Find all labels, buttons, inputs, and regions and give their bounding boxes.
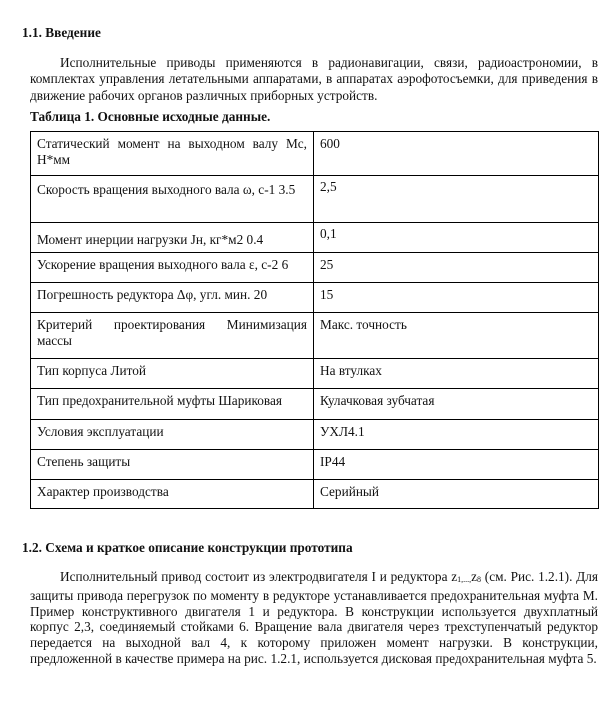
param-cell: Критерий проектирования Минимизация массы [31, 313, 314, 359]
table-row [31, 359, 599, 389]
section-heading-introduction: 1.1. Введение [22, 25, 101, 40]
prototype-paragraph [30, 569, 598, 667]
param-cell: Тип предохранительной муфты Шариковая [31, 389, 314, 420]
intro-paragraph: Исполнительные приводы применяются в радионавигации, связи, радиоастрономии, в комплектах управления летательными аппаратами, в аппаратах аэрофотосъемки, для приведения в движение рабочих органов различных приборных устройств. [30, 55, 598, 103]
table-row [31, 450, 599, 480]
param-cell: Степень защиты [31, 450, 314, 480]
param-cell: Условия эксплуатации [31, 420, 314, 450]
table-row [31, 480, 599, 509]
value-cell: IP44 [314, 450, 599, 480]
param-cell: Тип корпуса Литой [31, 359, 314, 389]
subscript: 8 [477, 575, 482, 584]
section-heading-prototype: 1.2. Схема и краткое описание конструкции прототипа [22, 540, 353, 555]
subscript: 1,..., [457, 575, 472, 584]
paragraph-text: (см. Рис. 1.2.1). Для защиты привода перегрузок по моменту в редукторе устанавливается предохранительная муфта М. Пример конструктивного двигателя 1 и редуктора. В конструкции используется двухплатный корпус 2,3, соединяемый стойками 6. Вращение вала двигателя через трехступенчатый редуктор передается на выходной вал 4, к которому приложен момент нагрузки. В конструкции, предложенной в качестве примера на рис. 1.2.1, используется дисковая предохранительная муфта 5. [30, 569, 598, 666]
table-row [31, 420, 599, 450]
table-row [31, 223, 599, 253]
value-cell: 600 [314, 132, 599, 176]
table-row [31, 176, 599, 223]
value-cell: На втулках [314, 359, 599, 389]
value-cell: Серийный [314, 480, 599, 509]
param-cell: Скорость вращения выходного вала ω, с-1 3.5 [31, 176, 314, 223]
value-cell: 2,5 [314, 176, 599, 223]
paragraph-text: z [471, 569, 478, 584]
param-cell: Момент инерции нагрузки Jн, кг*м2 0.4 [31, 223, 314, 253]
value-cell: Кулачковая зубчатая [314, 389, 599, 420]
paragraph-text: Исполнительный привод состоит из электродвигателя I и редуктора z [60, 569, 458, 584]
table-title: Таблица 1. Основные исходные данные. [30, 109, 271, 124]
param-cell: Погрешность редуктора Δφ, угл. мин. 20 [31, 283, 314, 313]
initial-data-table [30, 131, 599, 509]
value-cell: Макс. точность [314, 313, 599, 359]
value-cell: УХЛ4.1 [314, 420, 599, 450]
value-cell: 0,1 [314, 223, 599, 253]
param-cell: Статический момент на выходном валу Мс, Н*мм [31, 132, 314, 176]
table-row [31, 283, 599, 313]
value-cell: 25 [314, 253, 599, 283]
param-cell: Характер производства [31, 480, 314, 509]
table-row [31, 253, 599, 283]
param-cell: Ускорение вращения выходного вала ε, с-2 6 [31, 253, 314, 283]
table-row [31, 313, 599, 359]
table-row [31, 132, 599, 176]
table-row [31, 389, 599, 420]
value-cell: 15 [314, 283, 599, 313]
